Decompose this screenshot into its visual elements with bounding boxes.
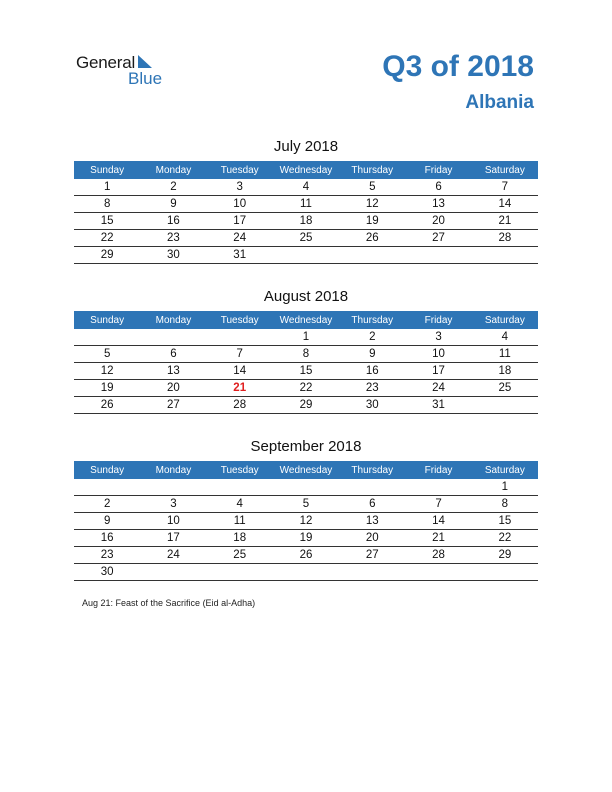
- empty-day-cell: [339, 564, 405, 581]
- weekday-label: Thursday: [339, 311, 405, 329]
- day-cell: 1: [472, 479, 538, 496]
- day-cell: 4: [472, 329, 538, 346]
- day-cell: 13: [339, 513, 405, 530]
- day-cell: 27: [339, 547, 405, 564]
- day-cell: 12: [74, 363, 140, 380]
- calendar-table: [74, 161, 538, 264]
- weekday-header: [74, 461, 538, 479]
- day-cell: 13: [140, 363, 206, 380]
- weekday-label: Tuesday: [207, 161, 273, 179]
- calendar-table: [74, 461, 538, 581]
- day-cell: 10: [140, 513, 206, 530]
- day-cell: 10: [405, 346, 471, 363]
- weekday-label: Monday: [140, 311, 206, 329]
- empty-day-cell: [273, 479, 339, 496]
- weekday-label: Sunday: [74, 461, 140, 479]
- weekday-header: [74, 311, 538, 329]
- day-cell: 21: [472, 213, 538, 230]
- week-row: [74, 530, 538, 547]
- day-cell: 29: [74, 247, 140, 264]
- day-cell: 28: [405, 547, 471, 564]
- empty-day-cell: [339, 479, 405, 496]
- day-cell: 30: [140, 247, 206, 264]
- day-cell: 24: [405, 380, 471, 397]
- day-cell: 29: [273, 397, 339, 414]
- day-cell: 23: [140, 230, 206, 247]
- day-cell: 28: [207, 397, 273, 414]
- weekday-label: Thursday: [339, 461, 405, 479]
- week-row: [74, 479, 538, 496]
- logo-text-general: General: [76, 53, 136, 72]
- week-row: [74, 496, 538, 513]
- day-cell: 6: [339, 496, 405, 513]
- weekday-header: [74, 161, 538, 179]
- day-cell: 13: [405, 196, 471, 213]
- weekday-label: Wednesday: [273, 461, 339, 479]
- day-cell: 17: [405, 363, 471, 380]
- month-title: July 2018: [273, 138, 339, 155]
- weekday-label: Monday: [140, 461, 206, 479]
- day-cell: 8: [74, 196, 140, 213]
- week-row: [74, 363, 538, 380]
- empty-day-cell: [405, 479, 471, 496]
- empty-day-cell: [74, 479, 140, 496]
- day-cell: 11: [207, 513, 273, 530]
- day-cell: 20: [339, 530, 405, 547]
- weekday-label: Friday: [405, 311, 471, 329]
- day-cell: 31: [405, 397, 471, 414]
- empty-day-cell: [140, 479, 206, 496]
- week-row: [74, 397, 538, 414]
- logo-text-blue: Blue: [128, 69, 163, 88]
- day-cell: 23: [339, 380, 405, 397]
- day-cell: 8: [273, 346, 339, 363]
- day-cell: 30: [74, 564, 140, 581]
- day-cell: 26: [74, 397, 140, 414]
- month-september: [74, 437, 538, 581]
- country-name: Albania: [465, 92, 534, 113]
- day-cell: 16: [140, 213, 206, 230]
- day-cell: 18: [273, 213, 339, 230]
- empty-day-cell: [140, 329, 206, 346]
- weekday-label: Friday: [405, 461, 471, 479]
- day-cell: 12: [339, 196, 405, 213]
- day-cell: 22: [74, 230, 140, 247]
- logo-triangle-icon: [138, 55, 152, 68]
- day-cell: 17: [140, 530, 206, 547]
- day-cell: 28: [472, 230, 538, 247]
- day-cell: 21: [405, 530, 471, 547]
- day-cell: 18: [472, 363, 538, 380]
- day-cell: 6: [140, 346, 206, 363]
- empty-day-cell: [74, 329, 140, 346]
- day-cell: 7: [207, 346, 273, 363]
- week-row: [74, 179, 538, 196]
- empty-day-cell: [207, 564, 273, 581]
- weekday-label: Thursday: [339, 161, 405, 179]
- empty-day-cell: [472, 397, 538, 414]
- empty-day-cell: [273, 247, 339, 264]
- day-cell: 9: [140, 196, 206, 213]
- day-cell: 11: [273, 196, 339, 213]
- day-cell: 31: [207, 247, 273, 264]
- weekday-label: Tuesday: [207, 461, 273, 479]
- day-cell: 26: [273, 547, 339, 564]
- weekday-label: Friday: [405, 161, 471, 179]
- weekday-label: Wednesday: [273, 161, 339, 179]
- week-row: [74, 346, 538, 363]
- day-cell: 1: [273, 329, 339, 346]
- empty-day-cell: [140, 564, 206, 581]
- day-cell: 26: [339, 230, 405, 247]
- day-cell: 4: [207, 496, 273, 513]
- week-row: [74, 513, 538, 530]
- day-cell: 18: [207, 530, 273, 547]
- day-cell: 17: [207, 213, 273, 230]
- day-cell: 5: [74, 346, 140, 363]
- month-july: [74, 137, 538, 264]
- weekday-label: Wednesday: [273, 311, 339, 329]
- weekday-label: Saturday: [472, 161, 538, 179]
- page-title: Q3 of 2018: [382, 50, 534, 83]
- brand-logo: [76, 53, 176, 87]
- empty-day-cell: [207, 479, 273, 496]
- day-cell: 15: [74, 213, 140, 230]
- week-row: [74, 230, 538, 247]
- day-cell: 14: [405, 513, 471, 530]
- weekday-label: Monday: [140, 161, 206, 179]
- day-cell: 20: [140, 380, 206, 397]
- day-cell: 7: [405, 496, 471, 513]
- day-cell: 9: [339, 346, 405, 363]
- day-cell: 3: [405, 329, 471, 346]
- holiday-note: Aug 21: Feast of the Sacrifice (Eid al-Adha): [82, 598, 256, 608]
- week-row: [74, 213, 538, 230]
- day-cell: 19: [74, 380, 140, 397]
- day-cell: 20: [405, 213, 471, 230]
- week-row: [74, 547, 538, 564]
- day-cell: 1: [74, 179, 140, 196]
- day-cell: 22: [472, 530, 538, 547]
- week-row: [74, 329, 538, 346]
- day-cell: 10: [207, 196, 273, 213]
- day-cell: 2: [74, 496, 140, 513]
- day-cell: 4: [273, 179, 339, 196]
- day-cell: 2: [140, 179, 206, 196]
- empty-day-cell: [472, 247, 538, 264]
- day-cell: 19: [339, 213, 405, 230]
- calendar-table: [74, 311, 538, 414]
- day-cell: 24: [207, 230, 273, 247]
- day-cell: 16: [339, 363, 405, 380]
- holiday-day-cell: 21: [207, 380, 273, 397]
- day-cell: 5: [339, 179, 405, 196]
- day-cell: 24: [140, 547, 206, 564]
- weekday-label: Saturday: [472, 311, 538, 329]
- weekday-label: Saturday: [472, 461, 538, 479]
- empty-day-cell: [339, 247, 405, 264]
- empty-day-cell: [207, 329, 273, 346]
- day-cell: 27: [405, 230, 471, 247]
- day-cell: 25: [207, 547, 273, 564]
- day-cell: 14: [207, 363, 273, 380]
- day-cell: 14: [472, 196, 538, 213]
- weekday-label: Tuesday: [207, 311, 273, 329]
- day-cell: 3: [207, 179, 273, 196]
- day-cell: 11: [472, 346, 538, 363]
- month-title: September 2018: [250, 438, 362, 455]
- day-cell: 5: [273, 496, 339, 513]
- day-cell: 29: [472, 547, 538, 564]
- day-cell: 7: [472, 179, 538, 196]
- day-cell: 27: [140, 397, 206, 414]
- day-cell: 30: [339, 397, 405, 414]
- day-cell: 9: [74, 513, 140, 530]
- day-cell: 23: [74, 547, 140, 564]
- empty-day-cell: [273, 564, 339, 581]
- day-cell: 16: [74, 530, 140, 547]
- day-cell: 25: [472, 380, 538, 397]
- day-cell: 15: [472, 513, 538, 530]
- month-august: [74, 287, 538, 414]
- day-cell: 6: [405, 179, 471, 196]
- day-cell: 19: [273, 530, 339, 547]
- weekday-label: Sunday: [74, 311, 140, 329]
- day-cell: 12: [273, 513, 339, 530]
- week-row: [74, 380, 538, 397]
- empty-day-cell: [472, 564, 538, 581]
- day-cell: 8: [472, 496, 538, 513]
- day-cell: 3: [140, 496, 206, 513]
- week-row: [74, 196, 538, 213]
- empty-day-cell: [405, 247, 471, 264]
- day-cell: 15: [273, 363, 339, 380]
- week-row: [74, 564, 538, 581]
- day-cell: 2: [339, 329, 405, 346]
- empty-day-cell: [405, 564, 471, 581]
- weekday-label: Sunday: [74, 161, 140, 179]
- day-cell: 25: [273, 230, 339, 247]
- week-row: [74, 247, 538, 264]
- month-title: August 2018: [263, 288, 349, 305]
- day-cell: 22: [273, 380, 339, 397]
